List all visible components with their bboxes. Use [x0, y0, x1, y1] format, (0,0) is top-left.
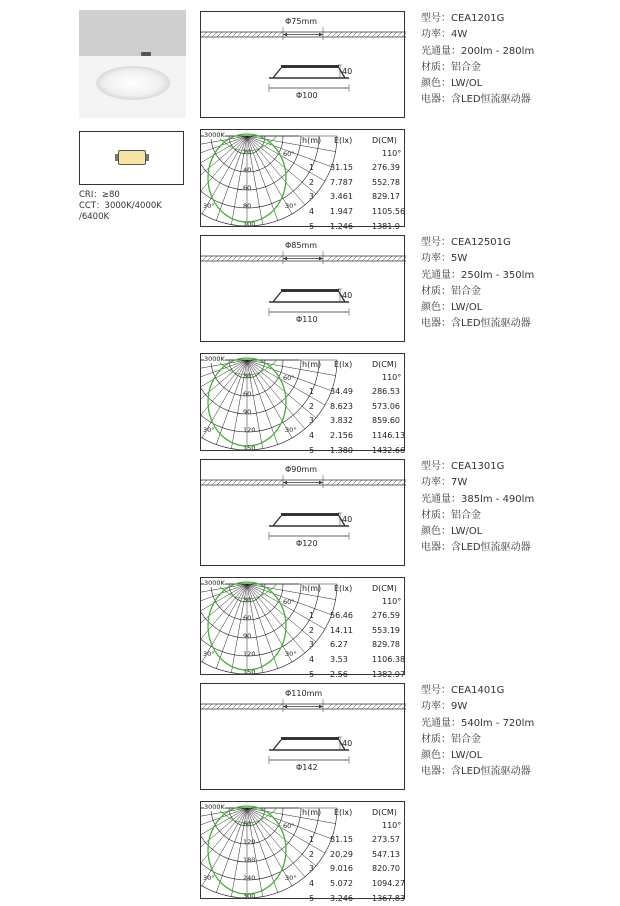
spec-color: 颜色：LW/OL [421, 302, 483, 314]
polar-tick-label: 20 [243, 148, 252, 156]
table-cell-e: 2.56 [330, 669, 348, 679]
downlight-face [96, 66, 170, 100]
product-specs [421, 683, 534, 781]
polar-angle-right: 30° [285, 202, 297, 210]
table-cell-d: 276.59 [372, 611, 400, 620]
polar-tick-label: 60 [243, 184, 252, 192]
table-cell-h: 5 [309, 221, 315, 231]
table-header-d: D(CM) [372, 808, 397, 817]
polar-tick-label: 30 [243, 596, 252, 604]
fixture-profile [269, 65, 349, 78]
spec-flux: 光通量：250lm - 350lm [421, 269, 535, 281]
polar-spoke [201, 136, 247, 167]
table-header-h: h(m) [302, 136, 322, 145]
polar-spoke [201, 360, 247, 391]
cutout-label: Φ75mm [285, 17, 318, 26]
spec-model: 型号：CEA1301G [421, 461, 505, 472]
fixture-profile [269, 289, 349, 302]
product-specs [421, 11, 534, 109]
table-cell-d: 859.60 [372, 416, 400, 426]
spec-model: 型号：CEA1201G [421, 13, 505, 24]
table-cell-h: 1 [309, 387, 315, 396]
table-cell-d: 1094.27 [372, 879, 406, 889]
cri-text: CRI：≥80 [79, 190, 120, 200]
table-cell-d: 286.53 [372, 387, 400, 396]
polar-angle-right: 30° [285, 426, 297, 434]
spec-material: 材质：铝合金 [421, 509, 481, 521]
polar-angle-right-60: 60° [283, 598, 295, 606]
polar-tick-label: 180 [243, 856, 256, 864]
spec-power: 功率：9W [421, 701, 468, 713]
table-header-d: D(CM) [372, 136, 397, 145]
dimension-svg [201, 12, 406, 119]
table-beam-angle: 110° [382, 373, 402, 382]
dimension-svg [201, 236, 406, 343]
cutout-label: Φ90mm [285, 465, 318, 474]
table-cell-h: 1 [309, 611, 315, 620]
polar-cct-label: 3000K [204, 131, 225, 139]
table-cell-e: 3.246 [330, 893, 353, 903]
polar-cct-label: 3000K [204, 355, 225, 363]
table-cell-e: 56.46 [330, 611, 353, 620]
spec-material: 材质：铝合金 [421, 285, 481, 297]
table-cell-d: 553.19 [372, 625, 400, 635]
spec-driver: 电器：含LED恒流驱动器 [421, 542, 531, 554]
height-label: 40 [342, 739, 353, 748]
table-cell-d: 820.70 [372, 864, 400, 874]
height-label: 40 [342, 291, 353, 300]
polar-cct-label: 3000K [204, 579, 225, 587]
table-cell-d: 1381.9 [372, 221, 400, 231]
polar-tick-label: 120 [243, 650, 256, 658]
table-cell-d: 1105.56 [372, 207, 406, 217]
polar-tick-label: 60 [243, 390, 252, 398]
dimension-drawing [200, 11, 405, 118]
cct-text-line1: CCT：3000K/4000K [79, 201, 162, 211]
table-cell-e: 7.787 [330, 177, 353, 187]
table-cell-e: 34.49 [330, 387, 353, 396]
polar-angle-right-60: 60° [283, 822, 295, 830]
polar-angle-left: 30° [203, 202, 215, 210]
polar-angle-right: 30° [285, 650, 297, 658]
table-cell-d: 573.06 [372, 401, 400, 411]
height-label: 40 [342, 67, 353, 76]
table-cell-h: 3 [309, 864, 315, 874]
table-cell-d: 1367.83 [372, 893, 406, 903]
polar-tick-label: 60 [243, 614, 252, 622]
table-header-e: E(lx) [334, 808, 353, 817]
spec-color: 颜色：LW/OL [421, 750, 483, 762]
polar-tick-label: 300 [243, 892, 256, 899]
table-cell-d: 1106.38 [372, 655, 406, 665]
table-cell-e: 14.11 [330, 625, 353, 635]
table-header-h: h(m) [302, 584, 322, 593]
polar-angle-right-60: 60° [283, 150, 295, 158]
table-cell-e: 3.461 [330, 192, 353, 202]
spec-color: 颜色：LW/OL [421, 526, 483, 538]
product-specs [421, 235, 534, 333]
product-specs [421, 459, 534, 557]
table-cell-e: 3.832 [330, 416, 353, 426]
fixture-profile [269, 513, 349, 526]
table-cell-e: 2.156 [330, 431, 353, 441]
spec-color: 颜色：LW/OL [421, 78, 483, 90]
table-beam-angle: 110° [382, 149, 402, 158]
spec-material: 材质：铝合金 [421, 61, 481, 73]
spec-driver: 电器：含LED恒流驱动器 [421, 318, 531, 330]
table-cell-d: 276.39 [372, 163, 400, 172]
table-cell-h: 3 [309, 416, 315, 426]
table-cell-e: 6.27 [330, 640, 348, 650]
table-cell-h: 1 [309, 163, 315, 172]
table-cell-h: 4 [309, 655, 315, 665]
diameter-label: Φ110 [296, 315, 318, 324]
table-cell-h: 4 [309, 431, 315, 441]
product-photo [79, 10, 186, 118]
table-cell-d: 1432.66 [372, 445, 406, 455]
polar-tick-label: 120 [243, 426, 256, 434]
polar-tick-label: 30 [243, 372, 252, 380]
dimension-drawing [200, 459, 405, 566]
table-cell-d: 829.78 [372, 640, 400, 650]
table-cell-d: 1382.97 [372, 669, 406, 679]
polar-spoke [201, 584, 247, 615]
polar-angle-right-60: 60° [283, 374, 295, 382]
diameter-label: Φ100 [296, 91, 318, 100]
table-cell-e: 81.15 [330, 835, 353, 844]
diameter-label: Φ120 [296, 539, 318, 548]
cutout-arrows [283, 699, 323, 712]
table-cell-e: 9.016 [330, 864, 353, 874]
polar-tick-label: 60 [243, 820, 252, 828]
table-cell-h: 5 [309, 893, 315, 903]
table-beam-angle: 110° [382, 597, 402, 606]
cutout-label: Φ110mm [285, 689, 323, 698]
table-header-e: E(lx) [334, 360, 353, 369]
table-cell-h: 2 [309, 401, 315, 411]
polar-ring-5 [201, 808, 337, 898]
spec-power: 功率：5W [421, 253, 468, 265]
dimension-svg [201, 684, 406, 791]
table-cell-e: 3.53 [330, 655, 348, 665]
spec-flux: 光通量：385lm - 490lm [421, 493, 535, 505]
polar-ring-5 [201, 136, 337, 226]
table-header-e: E(lx) [334, 584, 353, 593]
table-beam-angle: 110° [382, 821, 402, 830]
table-cell-h: 3 [309, 192, 315, 202]
fixture-profile [269, 737, 349, 750]
polar-tick-label: 90 [243, 632, 252, 640]
table-cell-e: 31.15 [330, 163, 353, 172]
cutout-arrows [283, 475, 323, 488]
spec-flux: 光通量：540lm - 720lm [421, 717, 535, 729]
table-cell-d: 1146.13 [372, 431, 406, 441]
polar-tick-label: 80 [243, 202, 252, 210]
spec-power: 功率：4W [421, 29, 468, 41]
polar-tick-label: 40 [243, 166, 252, 174]
spec-driver: 电器：含LED恒流驱动器 [421, 766, 531, 778]
cutout-arrows [283, 251, 323, 264]
ceiling-surface [79, 10, 186, 56]
polar-tick-label: 240 [243, 874, 256, 882]
polar-tick-label: 150 [243, 444, 256, 451]
dimension-drawing [200, 235, 405, 342]
table-cell-h: 2 [309, 625, 315, 635]
table-cell-e: 1.947 [330, 207, 353, 217]
polar-spoke [201, 808, 247, 839]
spec-model: 型号：CEA1401G [421, 685, 505, 696]
table-cell-e: 20.29 [330, 849, 353, 859]
polar-angle-left: 30° [203, 426, 215, 434]
polar-tick-label: 120 [243, 838, 256, 846]
spring-clip [141, 52, 151, 56]
spec-flux: 光通量：200lm - 280lm [421, 45, 535, 57]
cutout-label: Φ85mm [285, 241, 318, 250]
table-header-e: E(lx) [334, 136, 353, 145]
table-cell-h: 1 [309, 835, 315, 844]
table-cell-h: 5 [309, 669, 315, 679]
table-cell-h: 2 [309, 177, 315, 187]
table-cell-h: 4 [309, 207, 315, 217]
table-cell-e: 1.380 [330, 445, 353, 455]
spec-power: 功率：7W [421, 477, 468, 489]
polar-angle-left: 30° [203, 874, 215, 882]
dimension-svg [201, 460, 406, 567]
polar-cct-label: 3000K [204, 803, 225, 811]
table-cell-e: 1.246 [330, 221, 353, 231]
spec-driver: 电器：含LED恒流驱动器 [421, 94, 531, 106]
table-cell-d: 829.17 [372, 192, 400, 202]
table-cell-d: 547.13 [372, 849, 400, 859]
table-cell-d: 273.57 [372, 835, 400, 844]
polar-tick-label: 150 [243, 668, 256, 675]
table-header-h: h(m) [302, 360, 322, 369]
polar-ring-5 [201, 360, 337, 450]
table-cell-h: 4 [309, 879, 315, 889]
cct-text-line2: /6400K [79, 212, 110, 222]
polar-tick-label: 90 [243, 408, 252, 416]
diameter-label: Φ142 [296, 763, 318, 772]
cutout-arrows [283, 27, 323, 40]
lamp-icon-box [79, 131, 184, 185]
polar-angle-right: 30° [285, 874, 297, 882]
table-header-h: h(m) [302, 808, 322, 817]
table-header-d: D(CM) [372, 584, 397, 593]
spec-material: 材质：铝合金 [421, 733, 481, 745]
table-cell-e: 5.072 [330, 879, 353, 889]
dimension-drawing [200, 683, 405, 790]
spec-model: 型号：CEA12501G [421, 237, 511, 248]
table-cell-h: 5 [309, 445, 315, 455]
table-cell-d: 552.78 [372, 177, 400, 187]
general-specs [79, 190, 162, 223]
table-cell-e: 8.623 [330, 401, 353, 411]
polar-ring-5 [201, 584, 337, 674]
polar-angle-left: 30° [203, 650, 215, 658]
polar-tick-label: 100 [243, 220, 256, 227]
led-lamp-icon [118, 150, 146, 165]
table-cell-h: 2 [309, 849, 315, 859]
height-label: 40 [342, 515, 353, 524]
table-cell-h: 3 [309, 640, 315, 650]
table-header-d: D(CM) [372, 360, 397, 369]
